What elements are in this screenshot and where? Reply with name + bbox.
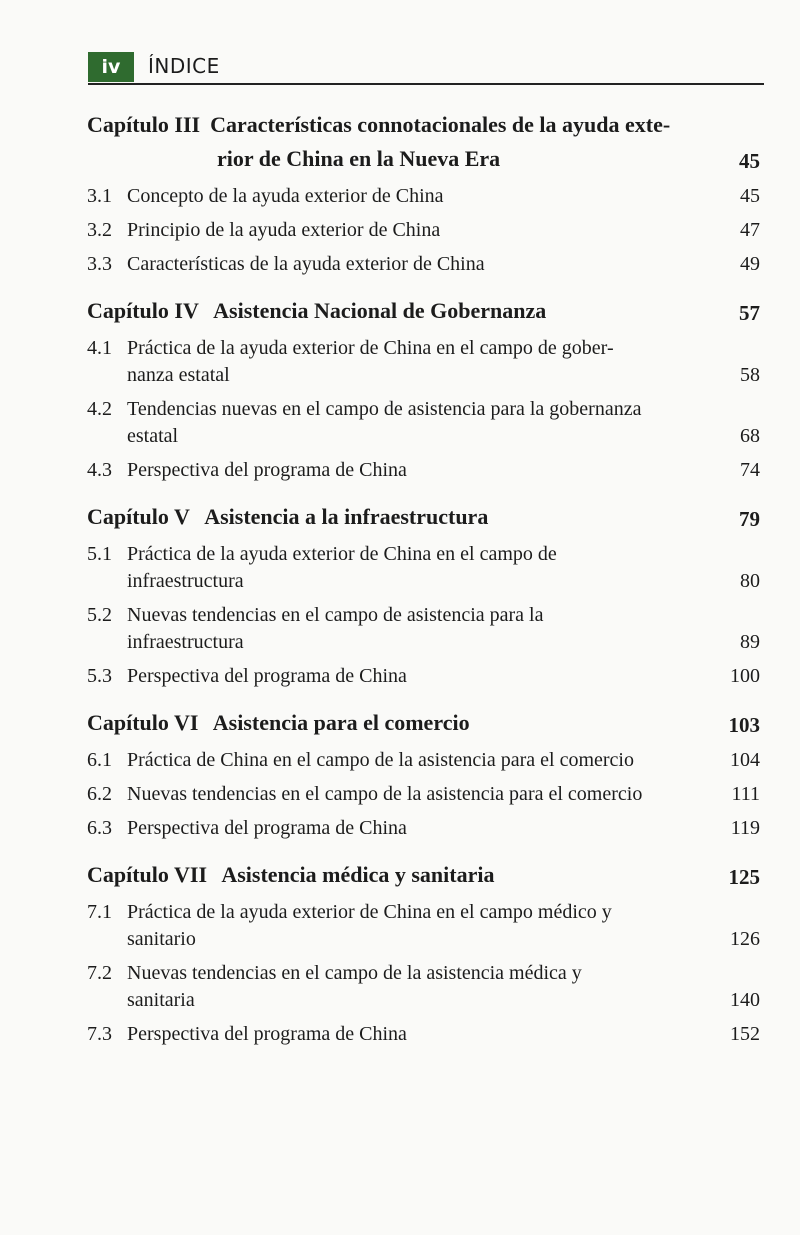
toc-entry[interactable]: 6.2 Nuevas tendencias en el campo de la asistencia para el comercio 111 <box>87 781 764 808</box>
entry-page: 152 <box>730 1023 760 1045</box>
entry-page: 58 <box>740 364 760 386</box>
entry-page: 74 <box>740 459 760 481</box>
chapter-title: Asistencia a la infraestructura <box>204 504 489 529</box>
toc-entry[interactable]: 4.2 Tendencias nuevas en el campo de asistencia para la gobernanza estatal 68 <box>87 396 764 450</box>
chapter-title: Asistencia Nacional de Gobernanza <box>213 298 547 323</box>
toc-entry[interactable]: 4.1 Práctica de la ayuda exterior de China en el campo de gober- nanza estatal 58 <box>87 335 764 389</box>
toc-entry[interactable]: 5.2 Nuevas tendencias en el campo de asistencia para la infraestructura 89 <box>87 602 764 656</box>
chapter-v <box>87 500 764 534</box>
toc-entry[interactable]: 6.1 Práctica de China en el campo de la asistencia para el comercio 104 <box>87 747 764 774</box>
chapter-number: Capítulo III <box>87 112 201 137</box>
chapter-number: Capítulo VII <box>87 862 208 887</box>
header-rule <box>88 83 764 85</box>
entry-page: 80 <box>740 570 760 592</box>
toc-entry[interactable]: 5.1 Práctica de la ayuda exterior de China en el campo de infraestructura 80 <box>87 541 764 595</box>
chapter-title: Características connotacionales de la ayuda exte- <box>210 112 671 137</box>
chapter-title-continued: rior de China en la Nueva Era <box>217 146 501 171</box>
entry-page: 140 <box>730 989 760 1011</box>
section-title: ÍNDICE <box>148 54 220 78</box>
entry-page: 68 <box>740 425 760 447</box>
chapter-page[interactable]: 103 <box>728 713 760 737</box>
chapter-vii <box>87 858 764 892</box>
page-header <box>88 48 764 88</box>
chapter-page[interactable]: 57 <box>739 301 760 325</box>
entry-page: 89 <box>740 631 760 653</box>
chapter-page[interactable]: 45 <box>739 149 760 173</box>
toc-entry[interactable]: 5.3 Perspectiva del programa de China 100 <box>87 663 764 690</box>
chapter-iii <box>87 108 764 176</box>
chapter-number: Capítulo IV <box>87 298 199 323</box>
table-of-contents <box>87 108 764 1048</box>
toc-entry[interactable]: 3.2 Principio de la ayuda exterior de China 47 <box>87 217 764 244</box>
entry-page: 49 <box>740 253 760 275</box>
entry-page: 47 <box>740 219 760 241</box>
entry-page: 126 <box>730 928 760 950</box>
chapter-page[interactable]: 79 <box>739 507 760 531</box>
entry-page: 111 <box>731 783 760 805</box>
chapter-number: Capítulo V <box>87 504 190 529</box>
chapter-number: Capítulo VI <box>87 710 199 735</box>
toc-entry[interactable]: 7.2 Nuevas tendencias en el campo de la asistencia médica y sanitaria 140 <box>87 960 764 1014</box>
toc-entry[interactable]: 7.1 Práctica de la ayuda exterior de China en el campo médico y sanitario 126 <box>87 899 764 953</box>
toc-entry[interactable]: 6.3 Perspectiva del programa de China 119 <box>87 815 764 842</box>
entry-page: 100 <box>730 665 760 687</box>
toc-entry[interactable]: 3.1 Concepto de la ayuda exterior de China 45 <box>87 183 764 210</box>
chapter-page[interactable]: 125 <box>728 865 760 889</box>
entry-page: 45 <box>740 185 760 207</box>
toc-entry[interactable]: 7.3 Perspectiva del programa de China 152 <box>87 1021 764 1048</box>
chapter-title: Asistencia médica y sanitaria <box>221 862 495 887</box>
chapter-title: Asistencia para el comercio <box>212 710 470 735</box>
chapter-vi <box>87 706 764 740</box>
toc-entry[interactable]: 4.3 Perspectiva del programa de China 74 <box>87 457 764 484</box>
entry-page: 119 <box>730 817 760 839</box>
page-number-badge: iv <box>88 52 134 82</box>
entry-page: 104 <box>730 749 760 771</box>
toc-entry[interactable]: 3.3 Características de la ayuda exterior de China 49 <box>87 251 764 278</box>
chapter-iv <box>87 294 764 328</box>
